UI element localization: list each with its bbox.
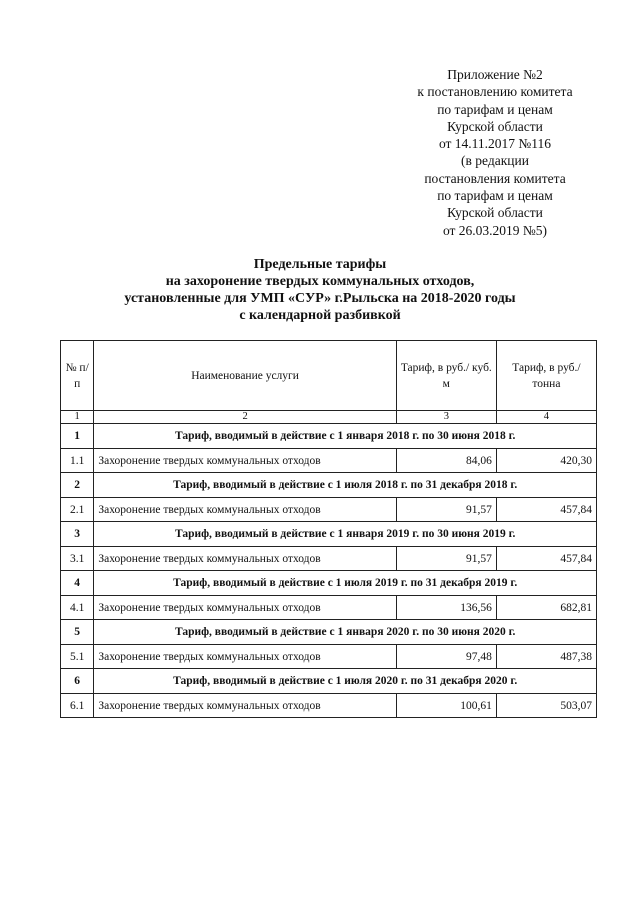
header-name: Наименование услуги — [94, 341, 396, 411]
period-no: 2 — [61, 473, 94, 498]
table-header-row — [61, 341, 597, 411]
period-row — [61, 424, 597, 449]
item-no: 1.1 — [61, 449, 94, 473]
header-per-m3: Тариф, в руб./ куб. м — [396, 341, 496, 411]
title-line: с календарной разбивкой — [239, 308, 401, 323]
period-no: 5 — [61, 620, 94, 645]
title-line: на захоронение твердых коммунальных отходов, — [165, 274, 475, 289]
item-per-ton: 420,30 — [496, 449, 596, 473]
column-numbers-row — [61, 411, 597, 424]
period-no: 4 — [61, 571, 94, 596]
item-per-m3: 84,06 — [396, 449, 496, 473]
item-name: Захоронение твердых коммунальных отходов — [94, 498, 396, 522]
item-name: Захоронение твердых коммунальных отходов — [94, 449, 396, 473]
item-name: Захоронение твердых коммунальных отходов — [94, 596, 396, 620]
item-per-ton: 503,07 — [496, 694, 596, 718]
item-per-m3: 100,61 — [396, 694, 496, 718]
period-no: 3 — [61, 522, 94, 547]
appendix-line: постановления комитета — [424, 170, 566, 186]
document-title — [60, 256, 580, 324]
period-title: Тариф, вводимый в действие с 1 июля 2019 г. по 31 декабря 2019 г. — [94, 571, 597, 596]
item-per-ton: 487,38 — [496, 645, 596, 669]
column-number: 4 — [496, 411, 596, 424]
table-row — [61, 449, 597, 473]
period-row — [61, 473, 597, 498]
table-row — [61, 547, 597, 571]
item-per-ton: 457,84 — [496, 498, 596, 522]
item-no: 5.1 — [61, 645, 94, 669]
item-no: 3.1 — [61, 547, 94, 571]
item-no: 4.1 — [61, 596, 94, 620]
header-per-ton: Тариф, в руб./тонна — [496, 341, 596, 411]
appendix-block — [395, 66, 595, 239]
column-number: 2 — [94, 411, 396, 424]
item-name: Захоронение твердых коммунальных отходов — [94, 694, 396, 718]
appendix-line: от 26.03.2019 №5) — [442, 222, 548, 238]
appendix-line: по тарифам и ценам — [437, 101, 553, 117]
period-title: Тариф, вводимый в действие с 1 июля 2020 г. по 31 декабря 2020 г. — [94, 669, 597, 694]
table-row — [61, 645, 597, 669]
item-no: 2.1 — [61, 498, 94, 522]
item-per-m3: 136,56 — [396, 596, 496, 620]
appendix-line: Курской области — [447, 205, 543, 221]
appendix-line: к постановлению комитета — [417, 84, 573, 100]
item-name: Захоронение твердых коммунальных отходов — [94, 547, 396, 571]
item-no: 6.1 — [61, 694, 94, 718]
period-title: Тариф, вводимый в действие с 1 января 2019 г. по 30 июня 2019 г. — [94, 522, 597, 547]
period-row — [61, 571, 597, 596]
appendix-line: по тарифам и ценам — [437, 188, 553, 204]
appendix-line: Курской области — [447, 118, 543, 134]
title-line: Предельные тарифы — [253, 257, 387, 272]
item-per-ton: 682,81 — [496, 596, 596, 620]
item-per-ton: 457,84 — [496, 547, 596, 571]
column-number: 3 — [396, 411, 496, 424]
tariff-table — [60, 340, 597, 718]
appendix-line: (в редакции — [461, 153, 529, 169]
appendix-line: от 14.11.2017 №116 — [438, 136, 552, 152]
period-row — [61, 669, 597, 694]
item-name: Захоронение твердых коммунальных отходов — [94, 645, 396, 669]
period-no: 1 — [61, 424, 94, 449]
period-row — [61, 522, 597, 547]
table-row — [61, 498, 597, 522]
table-row — [61, 596, 597, 620]
table-row — [61, 694, 597, 718]
period-title: Тариф, вводимый в действие с 1 января 2020 г. по 30 июня 2020 г. — [94, 620, 597, 645]
item-per-m3: 97,48 — [396, 645, 496, 669]
item-per-m3: 91,57 — [396, 547, 496, 571]
column-number: 1 — [61, 411, 94, 424]
period-title: Тариф, вводимый в действие с 1 июля 2018 г. по 31 декабря 2018 г. — [94, 473, 597, 498]
appendix-line: Приложение №2 — [447, 67, 543, 82]
period-row — [61, 620, 597, 645]
item-per-m3: 91,57 — [396, 498, 496, 522]
period-title: Тариф, вводимый в действие с 1 января 2018 г. по 30 июня 2018 г. — [94, 424, 597, 449]
header-no: № п/п — [61, 341, 94, 411]
title-line: установленные для УМП «СУР» г.Рыльска на 2018-2020 годы — [124, 291, 516, 306]
period-no: 6 — [61, 669, 94, 694]
